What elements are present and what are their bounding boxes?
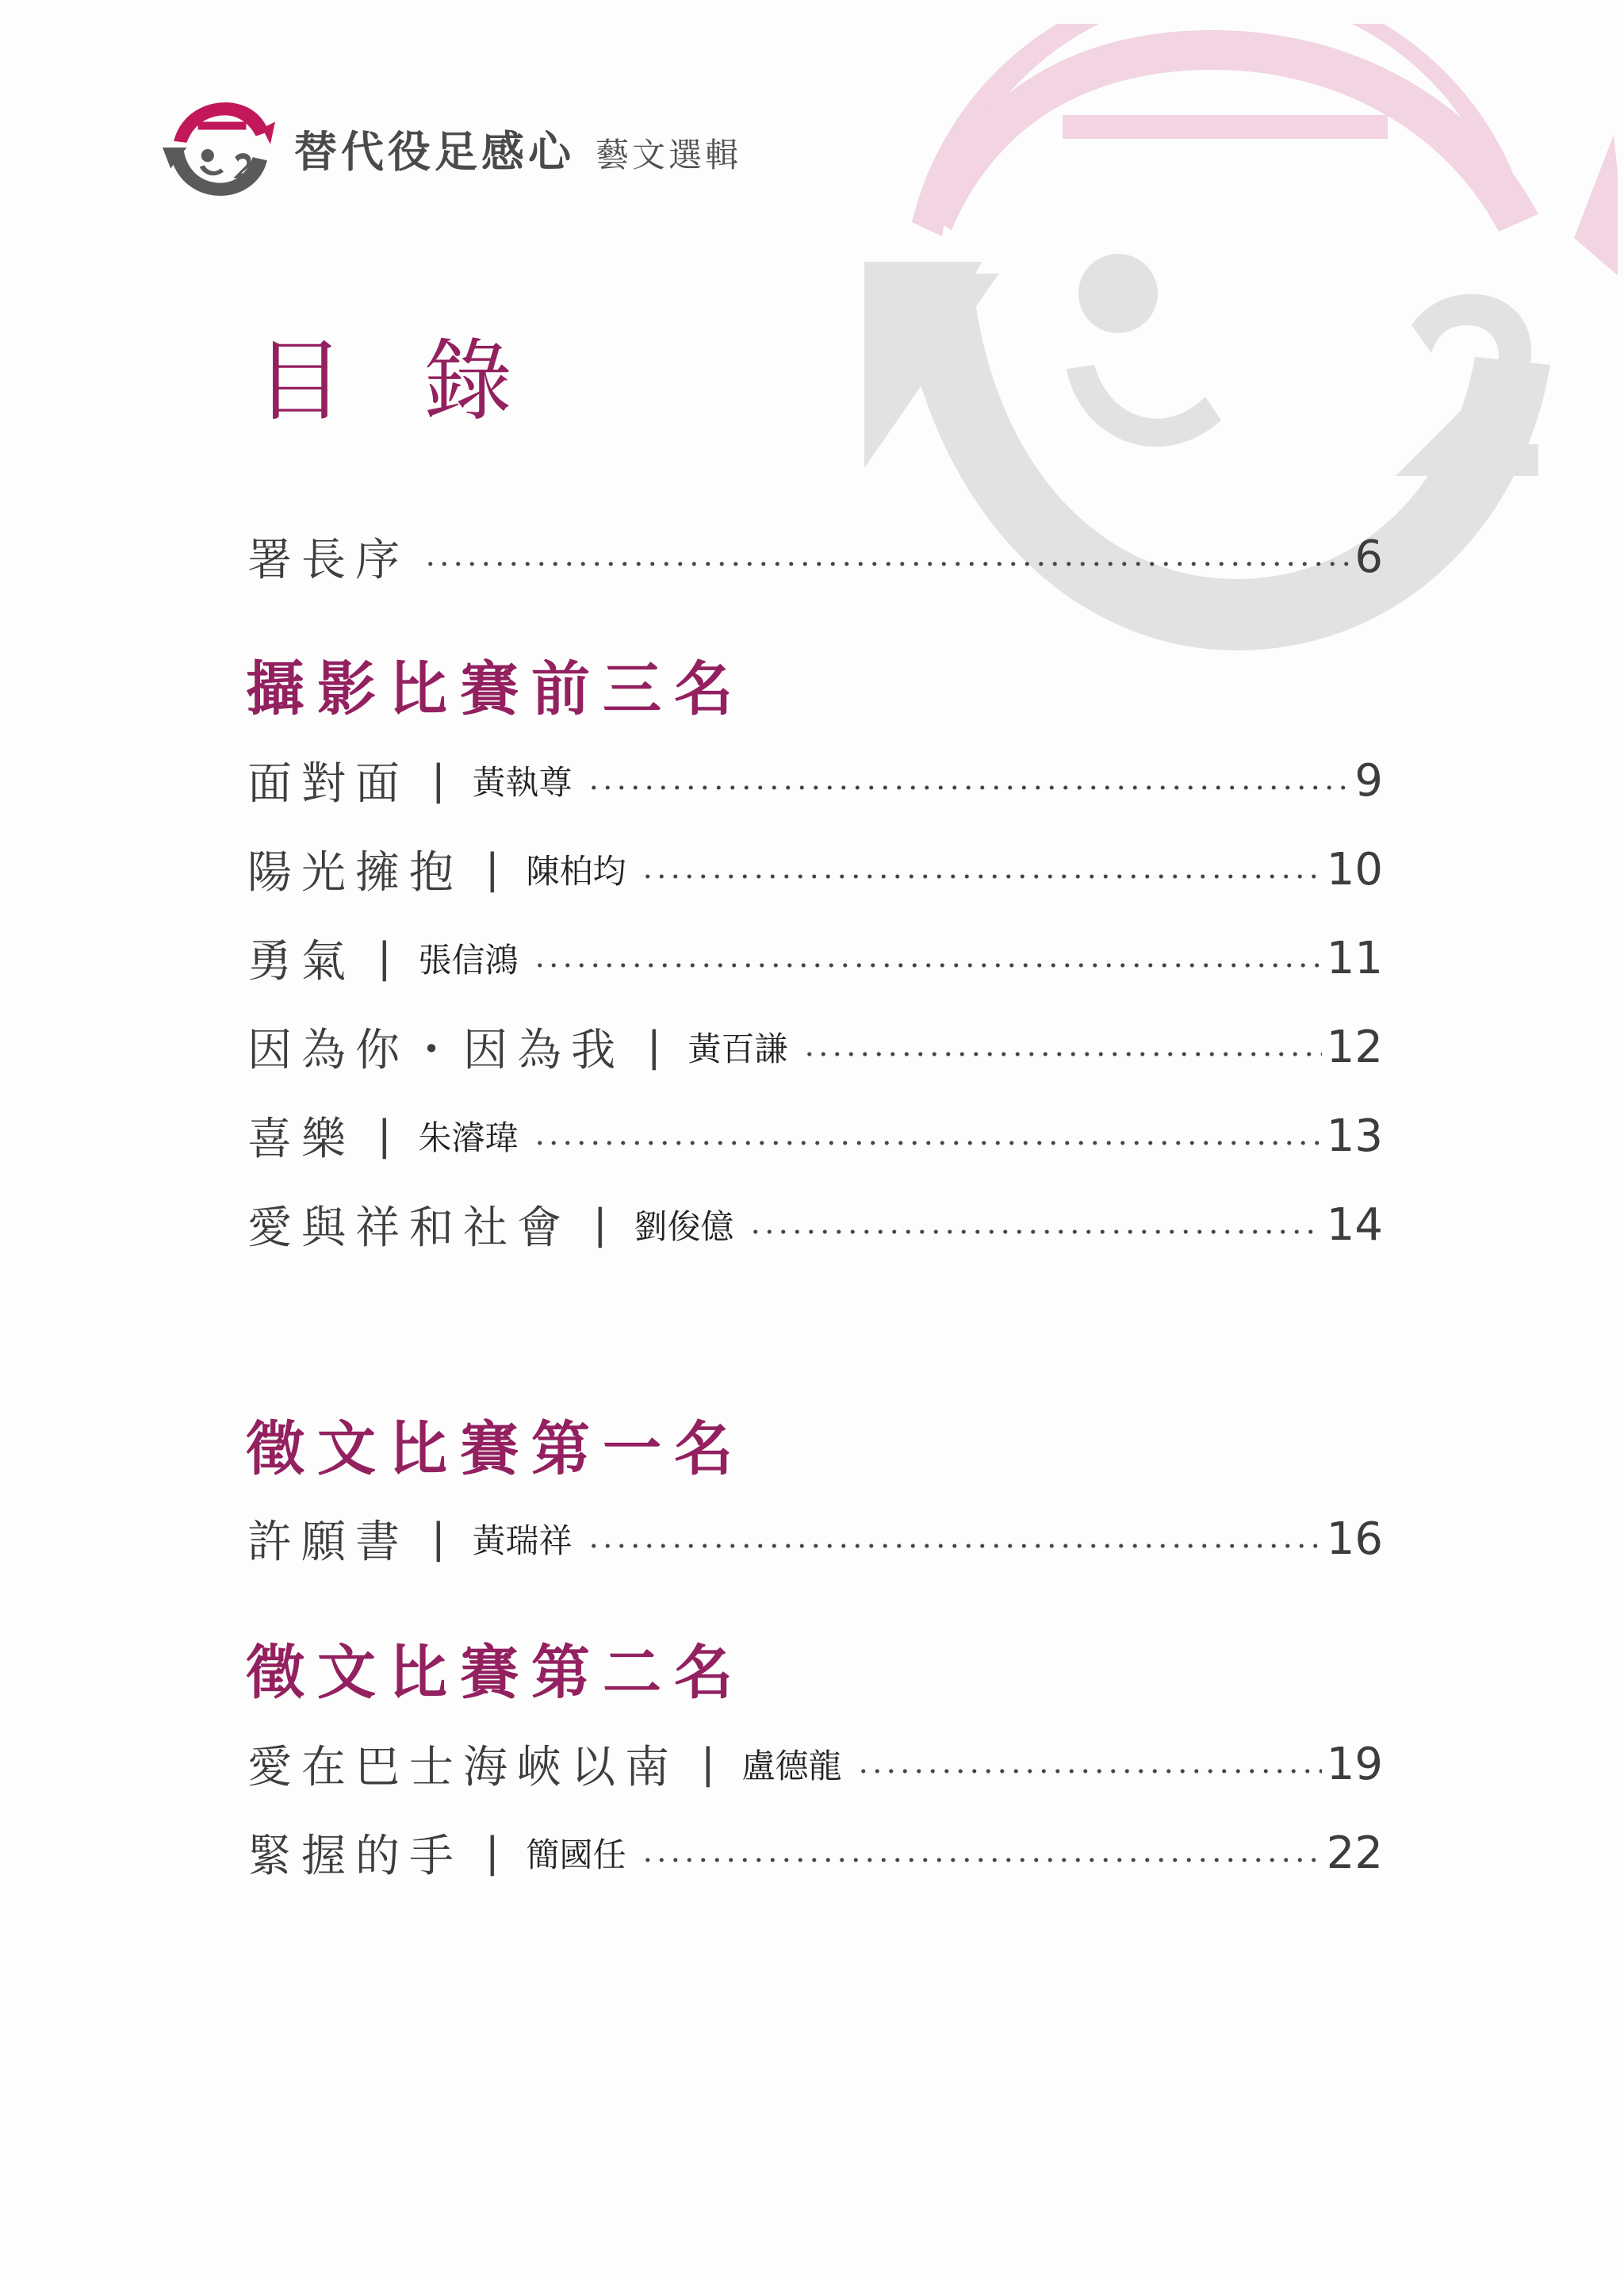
dot-leader [587, 1544, 1322, 1548]
entry-author: 黃瑞祥 [472, 1521, 573, 1560]
page-number: 14 [1326, 1198, 1383, 1251]
entry-title: 緊握的手 [247, 1831, 463, 1882]
section-heading: 徵文比賽第一名 [246, 1415, 745, 1483]
dot-leader [856, 1769, 1322, 1774]
header [163, 97, 741, 200]
dot-leader [423, 562, 1350, 566]
separator: | [593, 1201, 607, 1248]
page-number: 13 [1326, 1110, 1383, 1162]
brand-name: 替代役足感心 [294, 126, 575, 177]
toc-entry[interactable] [247, 1821, 1383, 1885]
entry-author: 簡國任 [526, 1835, 626, 1874]
entry-title: 陽光擁抱 [247, 847, 463, 899]
page-number: 9 [1354, 754, 1383, 807]
page-number: 6 [1354, 531, 1383, 583]
entry-author: 張信鴻 [418, 941, 519, 980]
dot-leader [802, 1052, 1322, 1057]
separator: | [377, 934, 392, 982]
page-number: 22 [1326, 1827, 1383, 1879]
dot-leader [533, 1141, 1322, 1145]
section-heading: 徵文比賽第二名 [246, 1639, 745, 1707]
dot-leader [641, 1858, 1322, 1862]
entry-title: 面對面 [247, 758, 409, 810]
entry-author: 劉俊億 [634, 1207, 734, 1246]
entry-author: 黃百謙 [688, 1030, 788, 1068]
entry-title: 許願書 [247, 1517, 409, 1568]
toc-entry[interactable] [247, 1015, 1383, 1079]
separator: | [431, 757, 446, 804]
page-number: 12 [1326, 1021, 1383, 1073]
dot-leader [533, 963, 1322, 968]
dot-leader [641, 874, 1322, 879]
entry-author: 黃執尊 [472, 763, 573, 802]
page-number: 19 [1326, 1738, 1383, 1790]
separator: | [701, 1740, 715, 1788]
toc-entry[interactable] [247, 926, 1383, 990]
toc-entry[interactable] [247, 1193, 1383, 1256]
toc-entry-preface[interactable] [247, 525, 1383, 589]
smiling-face-cycle-arrows-icon [163, 98, 275, 199]
separator: | [647, 1023, 661, 1071]
entry-title: 愛在巴士海峽以南 [247, 1742, 679, 1793]
section-heading: 攝影比賽前三名 [246, 655, 745, 723]
page-title: 目錄 [255, 330, 592, 433]
page-number: 11 [1326, 932, 1383, 984]
brand-subtitle: 藝文選輯 [596, 136, 742, 174]
page-number: 10 [1326, 843, 1383, 895]
entry-title: 署長序 [247, 535, 409, 586]
entry-title: 愛與祥和社會 [247, 1202, 571, 1254]
entry-author: 盧德龍 [741, 1747, 842, 1785]
dot-leader [587, 785, 1350, 790]
entry-author: 朱濬瑋 [418, 1118, 519, 1157]
toc-entry[interactable] [247, 1104, 1383, 1168]
entry-title: 因為你・因為我 [247, 1025, 625, 1076]
separator: | [431, 1515, 446, 1563]
page-number: 16 [1326, 1513, 1383, 1565]
entry-author: 陳柏均 [526, 852, 626, 891]
toc-entry[interactable] [247, 1732, 1383, 1796]
entry-title: 喜樂 [247, 1114, 355, 1165]
toc-entry[interactable] [247, 749, 1383, 812]
separator: | [377, 1112, 392, 1160]
separator: | [485, 1829, 500, 1877]
entry-title: 勇氣 [247, 936, 355, 988]
toc-entry[interactable] [247, 838, 1383, 901]
toc-entry[interactable] [247, 1507, 1383, 1570]
separator: | [485, 846, 500, 893]
dot-leader [749, 1229, 1322, 1234]
